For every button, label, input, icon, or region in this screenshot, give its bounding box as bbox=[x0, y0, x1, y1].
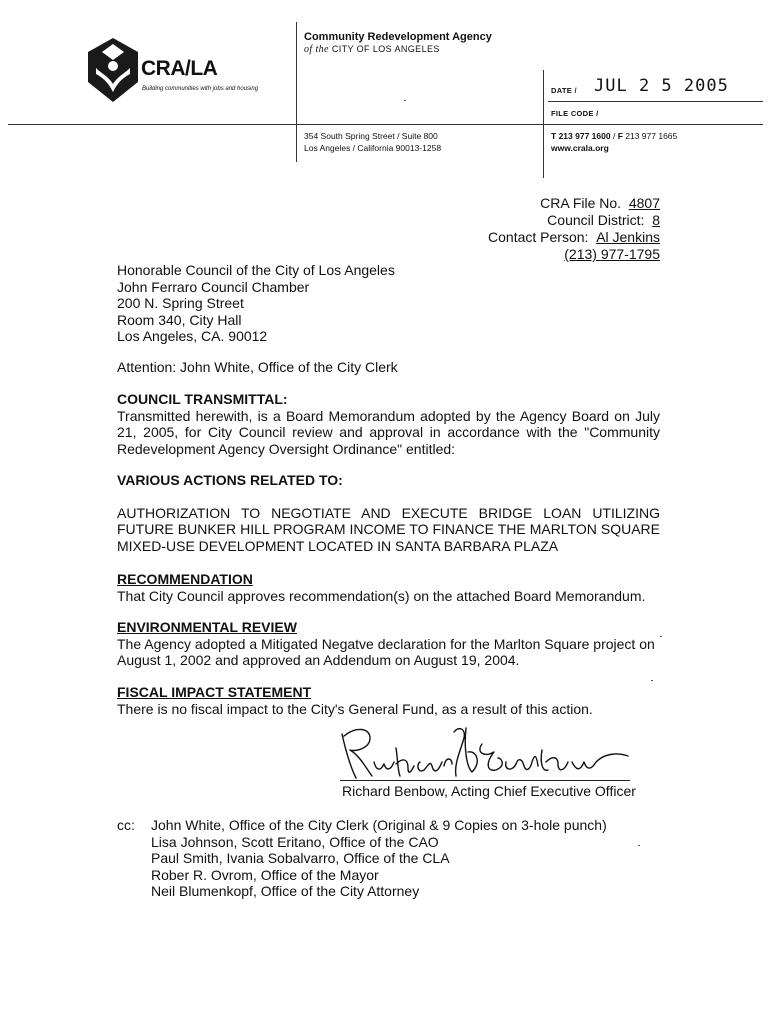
attention-line: Attention: John White, Office of the City Clerk bbox=[117, 359, 398, 375]
district-value: 8 bbox=[652, 212, 660, 228]
cc-recipient: Neil Blumenkopf, Office of the City Attorney bbox=[151, 883, 420, 899]
environmental-section bbox=[117, 619, 660, 669]
scan-speck bbox=[660, 636, 662, 637]
address-block bbox=[304, 130, 441, 154]
phone-label: T bbox=[551, 131, 557, 141]
date-rule bbox=[548, 101, 763, 102]
transmittal-heading: COUNCIL TRANSMITTAL: bbox=[117, 391, 288, 407]
transmittal-line-2: 21, 2005, for City Council review and approval in accordance with the "Community bbox=[117, 424, 660, 440]
addressee-block bbox=[117, 262, 395, 345]
phone-number: 213 977 1600 bbox=[558, 131, 611, 141]
environmental-line-2: August 1, 2002 and approved an Addendum on August 19, 2004. bbox=[117, 652, 520, 668]
signature-icon bbox=[336, 722, 636, 784]
agency-city bbox=[304, 44, 440, 55]
address-line-1: 354 South Spring Street / Suite 800 bbox=[304, 131, 438, 141]
contact-name: Al Jenkins bbox=[596, 229, 660, 245]
scan-speck bbox=[638, 845, 640, 846]
file-no-value: 4807 bbox=[628, 195, 660, 211]
contact-label: Contact Person: bbox=[488, 229, 589, 245]
recommendation-section bbox=[117, 571, 660, 604]
transmittal-line-3: Redevelopment Agency Oversight Ordinance" entitled: bbox=[117, 440, 456, 457]
agency-city-name: CITY OF LOS ANGELES bbox=[331, 44, 440, 54]
file-code-label: FILE CODE / bbox=[551, 109, 599, 118]
actions-line-1: AUTHORIZATION TO NEGOTIATE AND EXECUTE BRIDGE LOAN UTILIZING bbox=[117, 504, 660, 521]
website: www.crala.org bbox=[551, 143, 609, 153]
addressee-line-4: Room 340, City Hall bbox=[117, 311, 242, 328]
cc-recipient: Rober R. Ovrom, Office of the Mayor bbox=[151, 866, 379, 883]
actions-line-2: FUTURE BUNKER HILL PROGRAM INCOME TO FINANCE THE MARLTON SQUARE bbox=[117, 521, 660, 537]
district-line bbox=[488, 212, 660, 229]
scan-speck bbox=[404, 100, 406, 101]
contact-block bbox=[551, 130, 677, 154]
addressee-line-2: John Ferraro Council Chamber bbox=[117, 278, 310, 295]
fax-label: F bbox=[617, 131, 623, 141]
contact-phone-line bbox=[488, 246, 660, 263]
addressee-line-3: 200 N. Spring Street bbox=[117, 295, 244, 311]
fiscal-heading: FISCAL IMPACT STATEMENT bbox=[117, 684, 312, 700]
recommendation-heading: RECOMMENDATION bbox=[117, 571, 253, 587]
file-no-line bbox=[488, 195, 660, 212]
agency-name: Community Redevelopment Agency bbox=[304, 31, 492, 43]
cc-recipient: Lisa Johnson, Scott Eritano, Office of the CAO bbox=[151, 833, 439, 850]
addressee-line-1: Honorable Council of the City of Los Angeles bbox=[117, 262, 395, 278]
phone-line: T 213 977 1600 / F 213 977 1665 bbox=[551, 131, 678, 141]
recommendation-text: That City Council approves recommendation(s) on the attached Board Memorandum. bbox=[117, 587, 646, 604]
addressee-line-5: Los Angeles, CA. 90012 bbox=[117, 328, 268, 344]
contact-line bbox=[488, 229, 660, 246]
fax-number: 213 977 1665 bbox=[625, 131, 678, 141]
agency-of: of the bbox=[304, 44, 329, 55]
district-label: Council District: bbox=[547, 212, 645, 228]
contact-phone: (213) 977-1795 bbox=[564, 246, 660, 262]
address-line-2: Los Angeles / California 90013-1258 bbox=[304, 143, 442, 153]
file-no-label: CRA File No. bbox=[540, 195, 622, 211]
actions-section bbox=[117, 472, 660, 554]
fiscal-section bbox=[117, 684, 660, 717]
date-stamp: JUL 2 5 2005 bbox=[594, 76, 729, 96]
signatory-name: Richard Benbow, Acting Chief Executive Officer bbox=[342, 783, 636, 799]
actions-heading: VARIOUS ACTIONS RELATED TO: bbox=[117, 472, 343, 488]
cra-logo-icon bbox=[88, 38, 138, 102]
actions-line-3: MIXED-USE DEVELOPMENT LOCATED IN SANTA BARBARA PLAZA bbox=[117, 537, 559, 554]
date-label: DATE / bbox=[551, 86, 577, 95]
reference-block bbox=[488, 195, 660, 263]
environmental-heading: ENVIRONMENTAL REVIEW bbox=[117, 619, 297, 635]
cc-recipient: John White, Office of the City Clerk (Original & 9 Copies on 3-hole punch) bbox=[151, 817, 607, 833]
cc-recipient: Paul Smith, Ivania Sobalvarro, Office of the CLA bbox=[151, 850, 450, 866]
cc-list bbox=[151, 817, 607, 900]
scan-speck bbox=[651, 680, 653, 681]
signature-line bbox=[340, 780, 630, 781]
environmental-line-1: The Agency adopted a Mitigated Negatve declaration for the Marlton Square project on bbox=[117, 635, 655, 652]
cc-label: cc: bbox=[117, 817, 135, 833]
logo-tagline: Building communities with jobs and housing bbox=[142, 86, 259, 92]
fiscal-text: There is no fiscal impact to the City's General Fund, as a result of this action. bbox=[117, 700, 593, 717]
handwritten-signature bbox=[336, 722, 636, 784]
cra-logo-mark bbox=[88, 38, 138, 102]
transmittal-section bbox=[117, 391, 660, 457]
letterhead-divider-left bbox=[296, 22, 297, 162]
letterhead-rule-main bbox=[8, 124, 763, 125]
logo-wordmark: CRA/LA bbox=[141, 57, 218, 80]
transmittal-line-1: Transmitted herewith, is a Board Memorandum adopted by the Agency Board on July bbox=[117, 407, 660, 424]
